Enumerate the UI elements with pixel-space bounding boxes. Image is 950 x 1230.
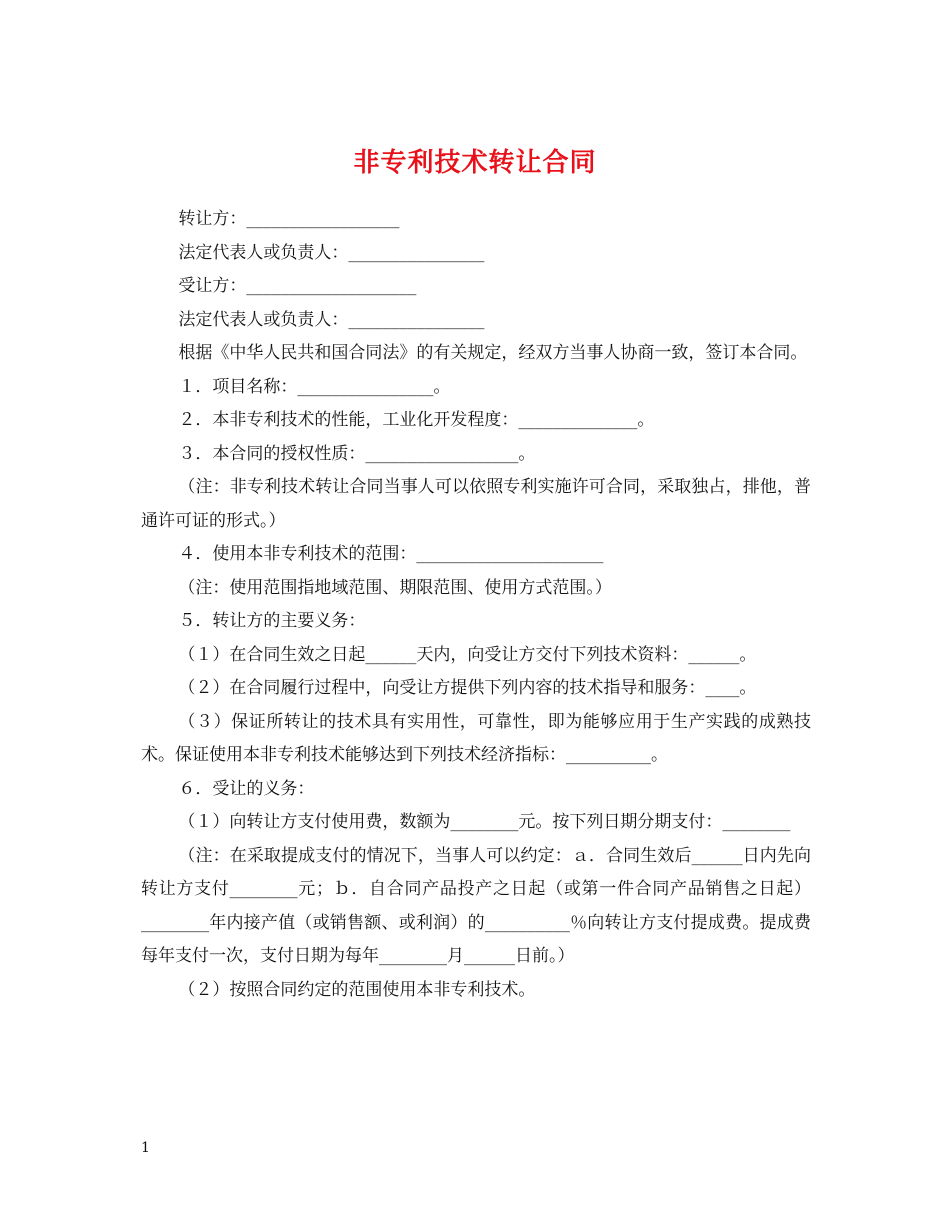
document-title: 非专利技术转让合同: [353, 148, 597, 179]
paragraph-note-3: （注：在采取提成支付的情况下，当事人可以约定：ａ．合同生效后______日内先向转让方支付________元；ｂ．自合同产品投产之日起（或第一件合同产品销售之日起）________年内接产值（或销售额、或利润）的__________％向转让方支付提成费。提成费每年支付一次，支付日期为每年________月______日前。）: [141, 845, 811, 966]
paragraph-clause-2: ２．本非专利技术的性能，工业化开发程度：______________。: [178, 410, 655, 430]
paragraph-transferee-representative: 法定代表人或负责人：________________: [178, 309, 485, 330]
document-body: [141, 203, 811, 1007]
paragraph-transferor: 转让方：__________________: [178, 209, 400, 229]
paragraph-note-2: （注：使用范围指地域范围、期限范围、使用方式范围。）: [178, 577, 612, 598]
paragraph-clause-6-1: （１）向转让方支付使用费，数额为________元。按下列日期分期支付：________: [178, 812, 791, 832]
paragraph-transferee: 受让方：____________________: [178, 276, 417, 296]
paragraph-clause-6-2: （２）按照合同约定的范围使用本非专利技术。: [178, 979, 536, 1000]
paragraph-note-1: （注：非专利技术转让合同当事人可以依照专利实施许可合同，采取独占，排他，普通许可证的形式。）: [141, 477, 811, 531]
paragraph-clause-5-3: （３）保证所转让的技术具有实用性，可靠性，即为能够应用于生产实践的成熟技术。保证使用本非专利技术能够达到下列技术经济指标：__________。: [141, 711, 811, 765]
paragraph-clause-4: ４．使用本非专利技术的范围：______________________: [178, 544, 604, 564]
paragraph-clause-5: ５．转让方的主要义务：: [178, 611, 366, 631]
page-number: 1: [141, 1140, 150, 1156]
paragraph-clause-1: １．项目名称：________________。: [178, 376, 451, 397]
paragraph-clause-5-2: （２）在合同履行过程中，向受让方提供下列内容的技术指导和服务：____。: [178, 678, 757, 698]
paragraph-clause-3: ３．本合同的授权性质：__________________。: [178, 443, 536, 464]
paragraph-transferor-representative: 法定代表人或负责人：________________: [178, 242, 485, 263]
paragraph-clause-5-1: （１）在合同生效之日起______天内，向受让方交付下列技术资料：______。: [178, 644, 757, 665]
paragraph-preamble: 根据《中华人民共和国合同法》的有关规定，经双方当事人协商一致，签订本合同。: [178, 343, 808, 363]
paragraph-clause-6: ６．受让的义务：: [178, 778, 315, 799]
